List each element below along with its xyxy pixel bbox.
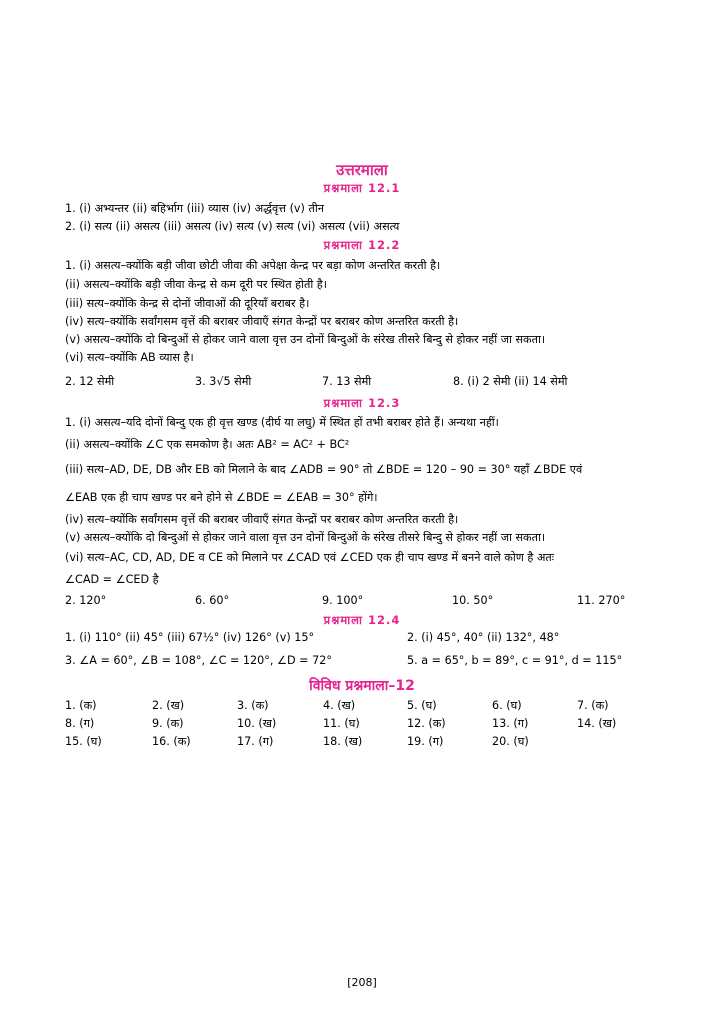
misc-answer: 17. (ग) [237,735,274,748]
ex2-answers-row [65,374,685,390]
ex1-line-2: 2. (i) सत्य (ii) असत्य (iii) असत्य (iv) सत्य (v) सत्य (vi) असत्य (vii) असत्य [65,220,400,233]
misc-answer: 11. (घ) [323,717,360,730]
ex2-line-6: (vi) सत्य–क्योंकि AB व्यास है। [65,351,194,364]
misc-answer: 4. (ख) [323,699,356,712]
exercise-12-3-title: प्रश्नमाला 12.3 [323,396,401,410]
misc-exercise-title: विविध प्रश्नमाला–12 [309,678,415,694]
ex3-line-7: (vi) सत्य–AC, CD, AD, DE व CE को मिलाने पर ∠CAD एवं ∠CED एक ही चाप खण्ड में बनने वाले कोण है अतः [65,551,555,564]
ex2-answer: 2. 12 सेमी [65,375,115,388]
ex2-line-2: (ii) असत्य–क्योंकि बड़ी जीवा केन्द्र से कम दूरी पर स्थित होती है। [65,278,327,291]
misc-answer: 20. (घ) [492,735,529,748]
ex3-answers-row [65,594,685,610]
ex2-line-3: (iii) सत्य–क्योंकि केन्द्र से दोनों जीवाओं की दूरियाँ बराबर है। [65,297,310,310]
exercise-12-2-title: प्रश्नमाला 12.2 [323,238,401,252]
misc-answer: 13. (ग) [492,717,529,730]
ex2-line-1: 1. (i) असत्य–क्योंकि बड़ी जीवा छोटी जीवा की अपेक्षा केन्द्र पर बड़ा कोण अन्तरित करती है। [65,259,441,272]
misc-answer: 12. (क) [407,717,446,730]
page-number: [208] [347,976,377,989]
misc-answer: 8. (ग) [65,717,95,730]
ex3-line-8: ∠CAD = ∠CED है [65,573,159,586]
ex2-line-4: (iv) सत्य–क्योंकि सर्वांगसम वृत्तें की बराबर जीवाएँ संगत केन्द्रों पर बराबर कोण अन्तरित करती है। [65,315,459,328]
ex2-line-5: (v) असत्य–क्योंकि दो बिन्दुओं से होकर जाने वाला वृत्त उन दोनों बिन्दुओं के संरेख तीसरे बिन्दु से होकर नहीं जा सकता। [65,333,546,346]
misc-answer: 2. (ख) [152,699,185,712]
misc-answer: 1. (क) [65,699,97,712]
ex3-answer: 2. 120° [65,594,107,607]
misc-answer: 19. (ग) [407,735,444,748]
ex2-answer: 3. 3√5 सेमी [195,375,252,388]
ex3-answer: 10. 50° [452,594,494,607]
misc-answer: 3. (क) [237,699,269,712]
misc-answer: 16. (क) [152,735,191,748]
ex4-answer: 3. ∠A = 60°, ∠B = 108°, ∠C = 120°, ∠D = 72° [65,654,332,667]
ex3-line-5: (iv) सत्य–क्योंकि सर्वांगसम वृत्तें की बराबर जीवाएँ संगत केन्द्रों पर बराबर कोण अन्तरित करती है। [65,513,459,526]
ex3-line-3: (iii) सत्य–AD, DE, DB और EB को मिलाने के बाद ∠ADB = 90° तो ∠BDE = 120 – 90 = 30° यहाँ ∠BDE एवं [65,463,583,476]
misc-answer: 18. (ख) [323,735,363,748]
misc-answer: 7. (क) [577,699,609,712]
ex1-line-1: 1. (i) अभ्यन्तर (ii) बहिर्भाग (iii) व्यास (iv) अर्द्धवृत्त (v) तीन [65,202,324,215]
ex4-row-1 [65,631,685,647]
ex2-answer: 7. 13 सेमी [322,375,372,388]
ex3-line-4: ∠EAB एक ही चाप खण्ड पर बने होने से ∠BDE = ∠EAB = 30° होंगे। [65,491,378,504]
ex3-answer: 9. 100° [322,594,364,607]
ex3-line-1: 1. (i) असत्य–यदि दोनों बिन्दु एक ही वृत्त खण्ड (दीर्घ या लघु) में स्थित हों तभी बराबर होते हैं। अन्यथा नहीं। [65,416,499,429]
misc-answer: 10. (ख) [237,717,277,730]
ex3-line-2: (ii) असत्य–क्योंकि ∠C एक समकोण है। अतः AB² = AC² + BC² [65,438,350,451]
ex2-answer: 8. (i) 2 सेमी (ii) 14 सेमी [453,375,568,388]
ex4-answer: 2. (i) 45°, 40° (ii) 132°, 48° [407,631,560,644]
misc-answer: 14. (ख) [577,717,617,730]
ex4-answer: 1. (i) 110° (ii) 45° (iii) 67½° (iv) 126° (v) 15° [65,631,315,644]
misc-answer: 6. (घ) [492,699,522,712]
exercise-12-1-title: प्रश्नमाला 12.1 [323,181,401,195]
misc-answer: 9. (क) [152,717,184,730]
misc-answer: 5. (घ) [407,699,437,712]
exercise-12-4-title: प्रश्नमाला 12.4 [323,613,401,627]
ex3-line-6: (v) असत्य–क्योंकि दो बिन्दुओं से होकर जाने वाला वृत्त उन दोनों बिन्दुओं के संरेख तीसरे बिन्दु से होकर नहीं जा सकता। [65,531,546,544]
ex4-answer: 5. a = 65°, b = 89°, c = 91°, d = 115° [407,654,623,667]
misc-answer: 15. (घ) [65,735,102,748]
page-heading: उत्तरमाला [336,161,388,179]
ex3-answer: 6. 60° [195,594,230,607]
ex4-row-2 [65,654,685,670]
ex3-answer: 11. 270° [577,594,626,607]
